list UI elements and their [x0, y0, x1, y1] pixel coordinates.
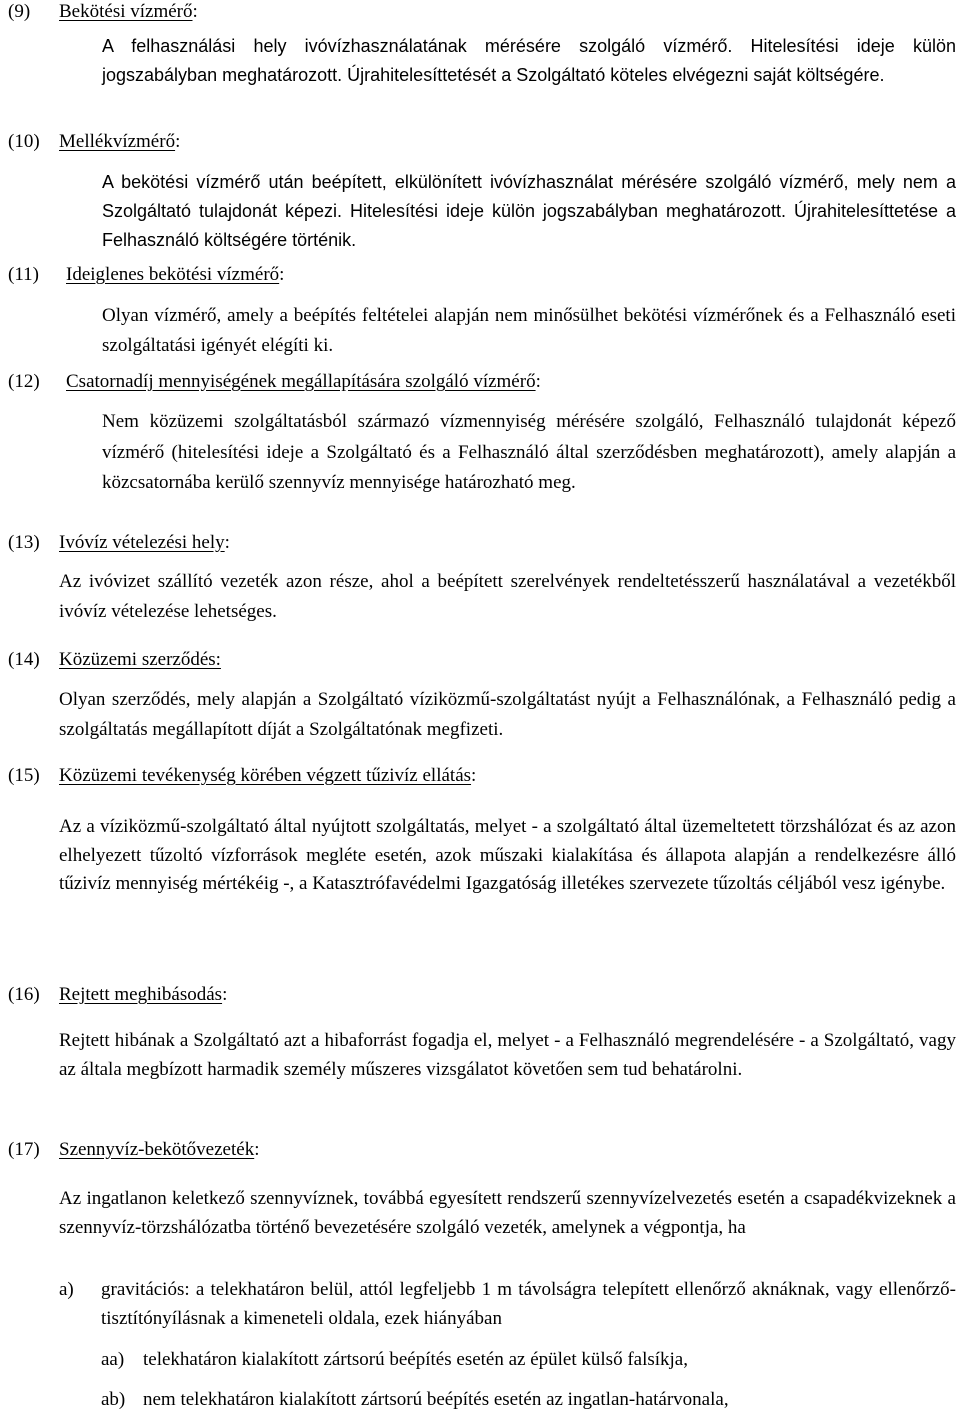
- definition-text: Olyan szerződés, mely alapján a Szolgáltató víziközmű-szolgáltatást nyújt a Felhasználónak, a Felhasználó pedig a szolgáltatás megállapított díját a Szolgáltatónak megfizeti.: [59, 689, 956, 740]
- definition-text: A bekötési vízmérő után beépített, elkülönített ivóvízhasználat mérésére szolgáló vízmérő, mely nem a Szolgáltató tulajdonát képezi. Hitelesítési ideje külön jogszabályban meghatározott. Újrahitelesíttetése a Felhasználó költségére történik.: [102, 172, 956, 250]
- definition-title: Mellékvízmérő: [59, 131, 176, 152]
- heading-colon: :: [222, 984, 228, 1005]
- definition-title: Csatornadíj mennyiségének megállapítására szolgáló vízmérő: [66, 371, 536, 392]
- list-item-label: a): [59, 1279, 74, 1300]
- definition-number: (14): [8, 649, 40, 670]
- definition-text: Az a víziközmű-szolgáltató által nyújtott szolgáltatás, melyet - a szolgáltató által üzemeltetett törzshálózat és az azon elhelyezett tűzoltó vízforrások megléte esetén, azok műszaki kialakítása és állapota alapján a rendelkezésre álló tűzivíz mennyiség mértékéig -, a Katasztrófavédelmi Igazgatóság illetékes szervezete tűzoltás céljából vesz igénybe.: [59, 816, 956, 894]
- heading-colon: :: [279, 264, 285, 285]
- definition-text: Rejtett hibának a Szolgáltató azt a hibaforrást fogadja el, melyet - a Felhasználó megrendelésére - a Szolgáltató, vagy az általa megbízott harmadik személy műszeres vizsgálatot követően sem tud behatárolni.: [59, 1030, 956, 1080]
- definition-number: (11): [8, 264, 39, 285]
- definition-text: Nem közüzemi szolgáltatásból származó vízmennyiség mérésére szolgáló, Felhasználó tulajdonát képező vízmérő (hitelesítési ideje a Szolgáltató és a Felhasználó által szerződésben meghatározott), amely alapján a közcsatornába kerülő szennyvíz mennyisége határozható meg.: [102, 411, 956, 493]
- list-item-text: telekhatáron kialakított zártsorú beépítés esetén az épület külső falsíkja,: [143, 1349, 688, 1370]
- list-item-label: aa): [101, 1349, 125, 1370]
- definition-title: Közüzemi tevékenység körében végzett tűzivíz ellátás: [59, 765, 472, 786]
- definition-number: (16): [8, 984, 40, 1005]
- definition-number: (12): [8, 371, 40, 392]
- list-item-aa: [101, 1345, 956, 1374]
- definition-text: Az ivóvizet szállító vezeték azon része, ahol a beépített szerelvények rendeltetésszerű használatával a vezetékből ivóvíz vételezése lehetséges.: [59, 571, 956, 622]
- definition-number: (17): [8, 1139, 40, 1160]
- definition-title: Közüzemi szerződés:: [59, 649, 221, 670]
- definition-number: (9): [8, 1, 31, 22]
- definition-title: Szennyvíz-bekötővezeték: [59, 1139, 255, 1160]
- list-item-text: nem telekhatáron kialakított zártsorú beépítés esetén az ingatlan-határvonala,: [143, 1389, 729, 1410]
- definition-text: Olyan vízmérő, amely a beépítés feltételei alapján nem minősülhet bekötési vízmérőnek és a Felhasználó eseti szolgáltatási igényét elégíti ki.: [102, 305, 956, 356]
- list-item-text: gravitációs: a telekhatáron belül, attól legfeljebb 1 m távolságra telepített ellenőrző aknáknak, vagy ellenőrző-tisztítónyílásnak a kimeneteli oldala, ezek hiányában: [101, 1279, 956, 1329]
- heading-colon: :: [192, 1, 198, 22]
- heading-colon: :: [254, 1139, 260, 1160]
- heading-colon: :: [175, 131, 181, 152]
- definition-title: Ivóvíz vételezési hely: [59, 532, 225, 553]
- definition-number: (13): [8, 532, 40, 553]
- heading-colon: :: [224, 532, 230, 553]
- list-item-label: ab): [101, 1389, 126, 1410]
- definition-title: Ideiglenes bekötési vízmérő: [66, 264, 280, 285]
- definition-text: Az ingatlanon keletkező szennyvíznek, továbbá egyesített rendszerű szennyvízelvezetés esetén a csapadékvizeknek a szennyvíz-törzshálózatba történő bevezetésére szolgáló vezeték, amelynek a végpontja, ha: [59, 1188, 956, 1238]
- heading-colon: :: [535, 371, 541, 392]
- list-item-a: [59, 1275, 956, 1333]
- definition-title: Rejtett meghibásodás: [59, 984, 223, 1005]
- definition-text: A felhasználási hely ivóvízhasználatának mérésére szolgáló vízmérő. Hitelesítési ideje külön jogszabályban meghatározott. Újrahitelesíttetését a Szolgáltató köteles elvégezni saját költségére.: [102, 36, 956, 85]
- definition-title: Bekötési vízmérő: [59, 1, 193, 22]
- list-item-ab: [101, 1385, 956, 1414]
- definition-number: (10): [8, 131, 40, 152]
- heading-colon: :: [471, 765, 477, 786]
- definition-number: (15): [8, 765, 40, 786]
